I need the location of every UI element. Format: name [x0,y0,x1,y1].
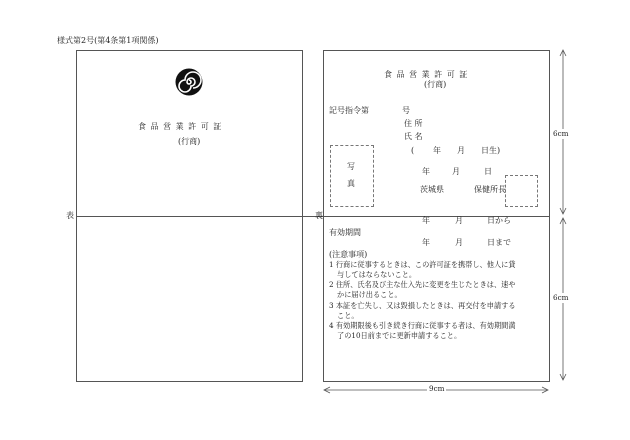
valid-from-day: 日から [487,216,511,225]
issue-day: 日 [484,167,492,176]
front-title: 食 品 営 業 許 可 証 [138,122,223,131]
issue-year: 年 [422,167,430,176]
back-title: 食 品 営 業 許 可 証 [384,70,469,79]
valid-from-month: 月 [455,216,463,225]
note-3-line-2: こと。 [337,311,359,320]
note-4-line-1: 4 有効期限後も引き続き行商に従事する者は、有効期間満 [329,321,516,330]
valid-to-year: 年 [422,238,430,247]
photo-label-1: 写 [347,162,355,171]
address-label: 住 所 [404,119,423,128]
note-3-line-1: 3 本証を亡失し、又は毀損したときは、再交付を申請する [329,301,516,310]
birth-year: 年 [433,146,441,155]
record-label: 記号指令第 [329,106,369,115]
back-subtitle: (行商) [424,80,447,89]
valid-from-year: 年 [422,216,430,225]
number-suffix: 号 [402,106,410,115]
width-label: 9cm [429,384,445,393]
front-fold-line [76,216,302,217]
front-subtitle: (行商) [178,137,201,146]
birth-day: 日生) [481,146,501,155]
height-dimension-arrows [555,48,575,388]
height-upper-label: 6cm [553,129,569,138]
seal-box [505,175,538,207]
note-1-line-1: 1 行商に従事するときは、この許可証を携帯し、他人に貸 [329,260,516,269]
valid-to-day: 日まで [487,238,511,247]
director: 保健所長 [474,185,506,194]
birth-open: ( [411,146,415,155]
photo-box [330,145,374,207]
prefectural-emblem-icon [175,68,203,96]
height-lower-label: 6cm [553,293,569,302]
photo-label-2: 真 [347,179,355,188]
front-side-label: 表 [66,211,74,220]
note-2-line-2: かに届け出ること。 [337,290,402,299]
name-label: 氏 名 [404,132,423,141]
validity-label: 有効期間 [329,228,361,237]
birth-month: 月 [457,146,465,155]
back-side-label: 裏 [315,211,323,220]
valid-to-month: 月 [455,238,463,247]
note-4-line-2: 了の10日前までに更新申請すること。 [337,331,462,340]
note-2-line-1: 2 住所、氏名及び主な仕入先に変更を生じたときは、速や [329,280,516,289]
form-label: 様式第2号(第4条第1項関係) [57,36,159,45]
note-1-line-2: 与してはならないこと。 [337,270,417,279]
notes-header: (注意事項) [329,250,368,259]
issue-month: 月 [452,167,460,176]
prefecture: 茨城県 [420,185,444,194]
